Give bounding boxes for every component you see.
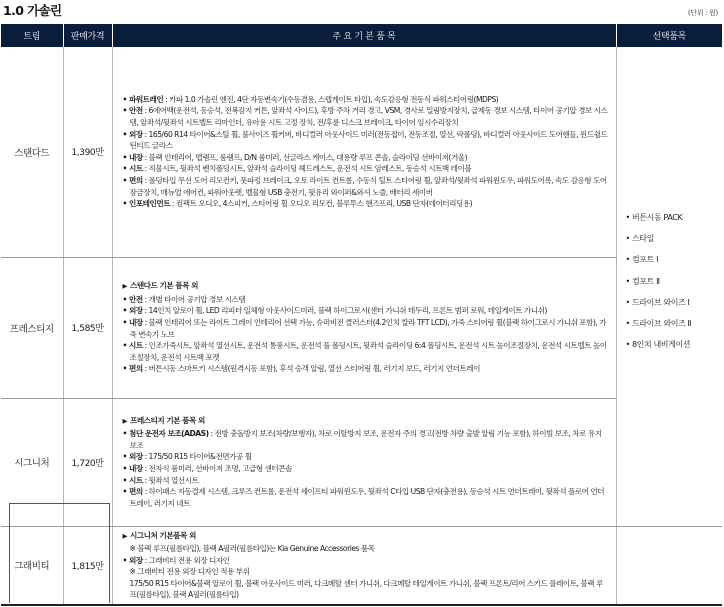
feature-item <box>123 475 610 487</box>
dot-bullet-icon: • <box>625 212 632 222</box>
feature-item <box>123 463 610 475</box>
option-label: 8인치 내비게이션 <box>631 340 691 350</box>
inherit-heading <box>123 530 610 543</box>
option-cell-empty <box>616 526 722 605</box>
dot-bullet-icon: • <box>122 106 129 116</box>
feature-category: 외장 <box>129 452 143 462</box>
trim-row-standard <box>1 47 722 257</box>
feature-category: 시트 <box>129 475 143 485</box>
dot-bullet-icon: • <box>122 306 129 316</box>
trim-details <box>112 398 616 526</box>
dot-bullet-icon: • <box>122 317 129 327</box>
feature-item <box>123 175 610 198</box>
dot-bullet-icon: • <box>122 555 129 565</box>
option-item <box>626 297 723 318</box>
note-line: ※ 블랙 루프(필름타입), 블랙 A필러(필름타입)는 Kia Genuine Accessories 품목 <box>129 544 375 554</box>
feature-item <box>123 129 610 152</box>
feature-category: 인포테인먼트 <box>129 199 171 209</box>
dot-bullet-icon: • <box>122 94 129 104</box>
trim-price: 1,390만 <box>63 47 112 257</box>
feature-text: : 165/60 R14 타이어&스틸 휠, 풀사이즈 휠커버, 바디컬러 아웃사이드 미러(전동접이, 전동조절, 열선, 락폴딩), 바디컬러 아웃사이드 도어핸들, 윈드쉴드 틴티드 글라스 <box>129 129 608 151</box>
inherit-heading <box>123 415 610 428</box>
feature-text: : 블랙 인테리어 또는 라이트 그레이 인테리어 선택 가능, 슈퍼비전 클러스터(4.2인치 칼라 TFT LCD), 가죽 스티어링 휠(블랙 하이그로시 가니쉬 포함), 가죽 변속기 노브 <box>129 317 607 339</box>
trim-row-prestige <box>1 257 722 398</box>
option-item <box>626 339 723 360</box>
feature-category: 편의 <box>129 487 143 497</box>
feature-text: : 전방 충돌방지 보조(차량/보행자), 차로 이탈방지 보조, 운전자 주의 경고(전방 차량 출발 알림 기능 포함), 하이빔 보조, 차로 유지 보조 <box>129 429 602 450</box>
feature-text: : 개별 타이어 공기압 경보 시스템 <box>142 294 246 304</box>
option-item <box>626 318 723 339</box>
feature-item <box>123 555 610 567</box>
feature-category: 파워트레인 <box>129 94 164 104</box>
feature-item <box>123 163 610 175</box>
option-label: 컴포트 Ⅱ <box>631 276 660 286</box>
feature-item <box>123 94 610 106</box>
feature-category: 내장 <box>129 464 143 473</box>
dot-bullet-icon: • <box>122 199 129 209</box>
feature-category: 안전 <box>129 106 143 116</box>
feature-category: 외장 <box>129 129 143 139</box>
dot-bullet-icon: • <box>625 276 632 286</box>
feature-text: : 컴팩트 오디오, 4스피커, 스티어링 휠 오디오 리모컨, 블루투스 핸즈프리, USB 단자(데이터리딩용) <box>170 199 473 209</box>
feature-category: 내장 <box>129 152 143 162</box>
dot-bullet-icon: • <box>625 255 632 265</box>
trim-price: 1,815만 <box>63 526 112 605</box>
feature-text: 175/50 R15 타이어&블랙 알로이 휠, 블랙 아웃사이드 미러, 다크메탈 센터 가니쉬, 다크메탈 테일게이트 가니쉬, 블랙 프론트/리어 스키드 플레이트, 블랙 루프(필름타입), 블랙 A필러(필름타입) <box>129 578 603 600</box>
feature-text: : 폴딩타입 무선 도어 리모컨키, 풋파킹 브레이크, 오토 라이트 컨트롤, 수동식 틸트 스티어링 휠, 앞좌석/뒷좌석 파워윈도우, 파워도어록, 속도 감응형 도어잠금장치, 매뉴얼 에어컨, 파워아웃렛, 벨물형 USB 충전기, 뒷유리 와이퍼&와셔 노즐, 배터리 세이버 <box>129 175 607 197</box>
triangle-bullet-icon: ▶ <box>122 531 127 540</box>
trim-name: 시그니처 <box>1 398 63 526</box>
feature-text: : 그래비티 전용 외장 디자인 <box>142 555 230 565</box>
option-cell <box>616 47 722 526</box>
dot-bullet-icon: • <box>122 487 129 497</box>
inherit-text: 프레스티지 기본 품목 외 <box>130 415 205 425</box>
feature-text: : 카파 1.0 가솔린 엔진, 4단 자동변속기(수동겸용, 스텝게이트 타입), 속도감응형 전동식 파워스티어링(MDPS) <box>163 94 499 104</box>
trim-name: 그래비티 <box>1 526 63 605</box>
feature-text: : 직물시트, 뒷좌석 벤치폴딩시트, 앞좌석 슬라이딩 헤드레스트, 운전석 시트 암레스트, 동승석 시트백 테이블 <box>142 164 472 174</box>
feature-category: 시트 <box>129 341 143 351</box>
option-label: 드라이브 와이즈 Ⅱ <box>631 319 692 329</box>
feature-category: 편의 <box>129 364 143 374</box>
feature-item <box>123 451 610 463</box>
triangle-bullet-icon: ▶ <box>122 416 127 425</box>
dot-bullet-icon: • <box>122 294 129 304</box>
trim-details <box>112 526 616 605</box>
dot-bullet-icon: • <box>122 429 129 439</box>
feature-item <box>123 294 610 306</box>
option-item <box>626 212 723 233</box>
note-line: ※ 그래비티 전용 외장 디자인 적용 부위 <box>129 567 250 577</box>
trim-price: 1,720만 <box>63 398 112 526</box>
inherit-text: 시그니처 기본품목 외 <box>130 530 196 540</box>
dot-bullet-icon: • <box>122 175 129 185</box>
inherit-heading <box>123 280 610 293</box>
feature-text: : 6에어백(운전석, 동승석, 전복감지 커튼, 앞좌석 사이드), 후방 주차 거리 경고, VSM, 경사로 밀림방지장치, 급제동 경보 시스템, 타이어 공기압 경보 시스템, 앞좌석/뒷좌석 시트벨트 리마인더, 유아용 시트 고정 장치, 전/후륜 디스크 브레이크, 타이어 임시수리장치 <box>129 106 608 127</box>
dot-bullet-icon: • <box>122 129 129 139</box>
dot-bullet-icon: • <box>122 164 129 174</box>
feature-category: 시트 <box>129 164 143 174</box>
dot-bullet-icon: • <box>122 152 129 162</box>
trim-price: 1,585만 <box>63 257 112 398</box>
trim-name: 스탠다드 <box>1 47 63 257</box>
feature-category: 편의 <box>129 175 143 185</box>
feature-text: : 버튼시동 스마트키 시스템(원격시동 포함), 후석 승객 알림, 열선 스티어링 휠, 러기지 보드, 러기지 언더트레이 <box>142 364 480 374</box>
header-basic-items: 주 요 기 본 품 목 <box>112 24 616 47</box>
header-options: 선택품목 <box>616 24 722 47</box>
option-item <box>626 254 723 275</box>
feature-item <box>123 105 610 128</box>
feature-category: 첨단 운전자 보조(ADAS) <box>129 429 209 439</box>
option-label: 버튼시동 PACK <box>631 212 683 222</box>
feature-item <box>123 198 610 210</box>
feature-category: 외장 <box>129 306 143 316</box>
dot-bullet-icon: • <box>122 364 129 374</box>
option-item <box>626 276 723 297</box>
page-title: 1.0 가솔린 <box>3 3 62 18</box>
dot-bullet-icon: • <box>625 319 632 329</box>
header-price: 판매가격 <box>63 24 112 47</box>
trim-details <box>112 257 616 398</box>
feature-category: 내장 <box>129 317 143 327</box>
dot-bullet-icon: • <box>625 234 632 243</box>
feature-item <box>123 152 610 164</box>
feature-text: : 블랙 인테리어, 맵램프, 룸램프, D/N 룸미러, 선글라스 케이스, 대용량 루프 콘솔, 슬라이딩 선바이저(거울) <box>142 152 468 162</box>
feature-item <box>123 340 610 363</box>
header-row <box>1 24 722 47</box>
dot-bullet-icon: • <box>122 475 129 485</box>
option-list <box>626 212 723 361</box>
gravity-trim-box <box>9 503 110 603</box>
feature-text: : 175/50 R15 타이어&전면가공 휠 <box>142 452 252 462</box>
option-label: 컴포트 Ⅰ <box>631 255 659 265</box>
unit-note: (단위 : 원) <box>687 9 718 17</box>
inherit-text: 스탠다드 기본 품목 외 <box>130 281 198 291</box>
triangle-bullet-icon: ▶ <box>122 282 127 291</box>
trim-name: 프레스티지 <box>1 257 63 398</box>
option-label: 스타일 <box>631 234 654 243</box>
feature-item <box>123 317 610 340</box>
feature-item <box>123 428 610 451</box>
feature-item <box>123 305 610 317</box>
feature-text: : 전자식 룸미러, 선바이저 조명, 고급형 센터콘솔 <box>142 464 292 473</box>
feature-text: : 뒷좌석 열선시트 <box>142 475 199 485</box>
trim-details <box>112 47 616 257</box>
dot-bullet-icon: • <box>122 452 129 462</box>
dot-bullet-icon: • <box>122 341 129 351</box>
feature-category: 안전 <box>129 294 143 304</box>
dot-bullet-icon: • <box>625 340 632 350</box>
feature-text: : 14인치 알로이 휠, LED 리피터 일체형 아웃사이드미러, 블랙 하이그로시(센터 가니쉬 테두리, 프론트 범퍼 로워, 테일게이트 가니쉬) <box>142 306 547 316</box>
feature-item <box>123 486 610 509</box>
dot-bullet-icon: • <box>625 297 632 307</box>
option-label: 드라이브 와이즈 Ⅰ <box>631 297 690 307</box>
dot-bullet-icon: • <box>122 464 129 473</box>
feature-category: 외장 <box>129 555 143 565</box>
option-item <box>626 233 723 254</box>
feature-text: : 인조가죽시트, 앞좌석 열선시트, 운전석 통풍시트, 운전석 풀 폴딩시트, 뒷좌석 슬라이딩 6:4 폴딩시트, 운전석 시트 높이조절장치, 운전석 시트벨트 높이조절장치, 운전석 시트백 포켓 <box>129 341 607 362</box>
header-trim: 트림 <box>1 24 63 47</box>
feature-text: : 하이패스 자동결제 시스템, 크루즈 컨트롤, 운전석 세이프티 파워윈도우, 뒷좌석 C타입 USB 단자(충전용), 동승석 시트 언더트레이, 뒷좌석 플로어 언더트레이, 러기지 네트 <box>129 487 605 508</box>
feature-item <box>123 363 610 375</box>
